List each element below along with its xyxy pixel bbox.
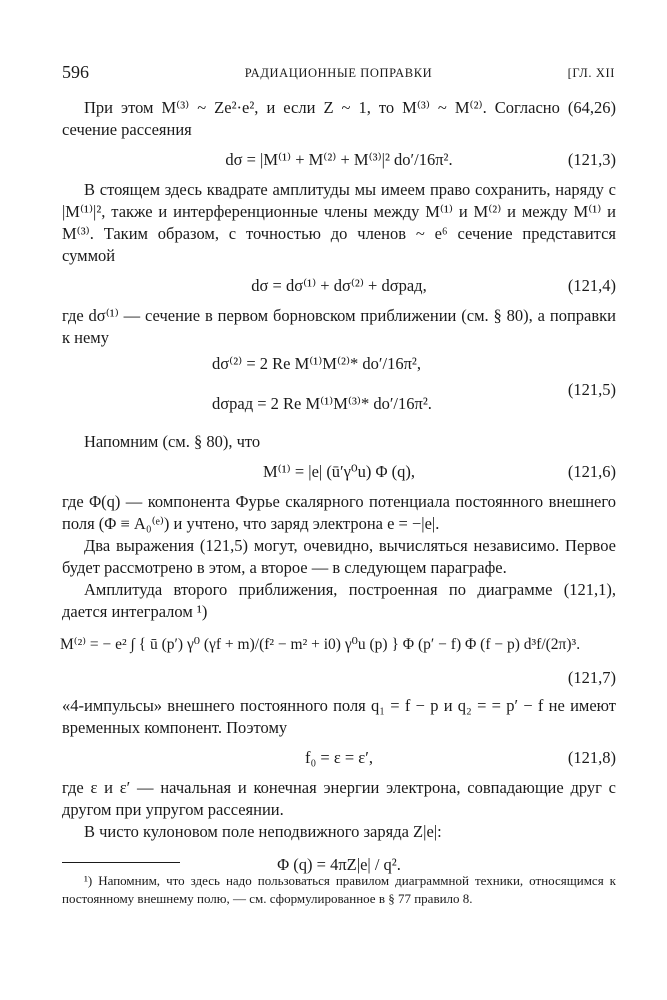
paragraph-5: где Φ(q) — компонента Фурье скалярного потенциала постоянного внешнего поля (Φ ≡ A₀⁽ᵉ⁾) и учтено, что заряд электрона e = −|e|. <box>62 492 616 533</box>
paragraph-1: При этом M⁽³⁾ ~ Ze²·e², и если Z ~ 1, то M⁽³⁾ ~ M⁽²⁾. Согласно (64,26) сечение рассеяния <box>62 98 616 139</box>
paragraph-4: Напомним (см. § 80), что <box>84 432 261 451</box>
paragraph-7: Амплитуда второго приближения, построенная по диаграмме (121,1), дается интегралом ¹) <box>62 580 616 621</box>
equation-121-7-number: (121,7) <box>567 668 616 687</box>
equation-121-3-number: (121,3) <box>567 150 616 169</box>
equation-121-4-number: (121,4) <box>567 276 616 295</box>
footnote <box>62 872 616 908</box>
equation-121-7-formula: M⁽²⁾ = − e² ∫ { ū (p′) γ⁰ (γf + m)/(f² − m² + i0) γ⁰u (p) } Φ (p′ − f) Φ (f − p) d³f/(2π)³. <box>60 636 581 653</box>
footnote-text: ¹) Напомним, что здесь надо пользоваться правилом диаграммной техники, относящимся к постоянному внешнему полю, — см. сформулированное в § 77 правило 8. <box>62 873 616 906</box>
page-body <box>62 97 616 887</box>
paragraph-10: В чисто кулоновом поле неподвижного заряда Z|e|: <box>84 822 442 841</box>
equation-121-5 <box>62 351 616 429</box>
equation-121-3-formula: dσ = |M⁽¹⁾ + M⁽²⁾ + M⁽³⁾|² do′/16π². <box>225 150 453 169</box>
paragraph-6: Два выражения (121,5) могут, очевидно, вычисляться независимо. Первое будет рассмотрено в этом, а второе — в следующем параграфе. <box>62 536 616 577</box>
footnote-rule <box>62 862 180 863</box>
paragraph-2: В стоящем здесь квадрате амплитуды мы имеем право сохранить, наряду с |M⁽¹⁾|², также и интерференционные члены между M⁽¹⁾ и M⁽²⁾ и между M⁽¹⁾ и M⁽³⁾. Таким образом, с точностью до членов ~ e⁶ сечение представится суммой <box>62 180 616 265</box>
equation-121-4-formula: dσ = dσ⁽¹⁾ + dσ⁽²⁾ + dσрад, <box>251 276 427 295</box>
equation-121-6-number: (121,6) <box>567 462 616 481</box>
chapter-label: [ГЛ. XII <box>567 66 615 80</box>
paragraph-8: «4-импульсы» внешнего постоянного поля q₁ = f − p и q₂ = = p′ − f не имеют временных компонент. Поэтому <box>62 696 616 737</box>
equation-121-8 <box>62 741 616 775</box>
equation-121-6 <box>62 455 616 489</box>
equation-121-5-line-2: dσрад = 2 Re M⁽¹⁾M⁽³⁾* do′/16π². <box>212 394 432 413</box>
paragraph-3: где dσ⁽¹⁾ — сечение в первом борновском приближении (см. § 80), а поправки к нему <box>62 306 616 347</box>
page-header <box>62 62 615 86</box>
equation-121-8-formula: f₀ = ε = ε′, <box>305 748 373 767</box>
equation-121-5-line-1: dσ⁽²⁾ = 2 Re M⁽¹⁾M⁽²⁾* do′/16π², <box>212 354 421 373</box>
equation-121-5-number: (121,5) <box>567 380 616 399</box>
equation-121-4 <box>62 269 616 303</box>
equation-121-7 <box>62 625 616 665</box>
equation-121-6-formula: M⁽¹⁾ = |e| (ū′γ⁰u) Φ (q), <box>262 462 415 481</box>
equation-121-8-number: (121,8) <box>567 748 616 767</box>
running-title: РАДИАЦИОННЫЕ ПОПРАВКИ <box>244 66 433 80</box>
equation-121-3 <box>62 143 616 177</box>
paragraph-9: где ε и ε′ — начальная и конечная энергии электрона, совпадающие друг с другом при упругом рассеянии. <box>62 778 616 819</box>
equation-coulomb-formula: Φ (q) = 4πZ|e| / q². <box>277 855 401 874</box>
page-number: 596 <box>62 62 89 82</box>
